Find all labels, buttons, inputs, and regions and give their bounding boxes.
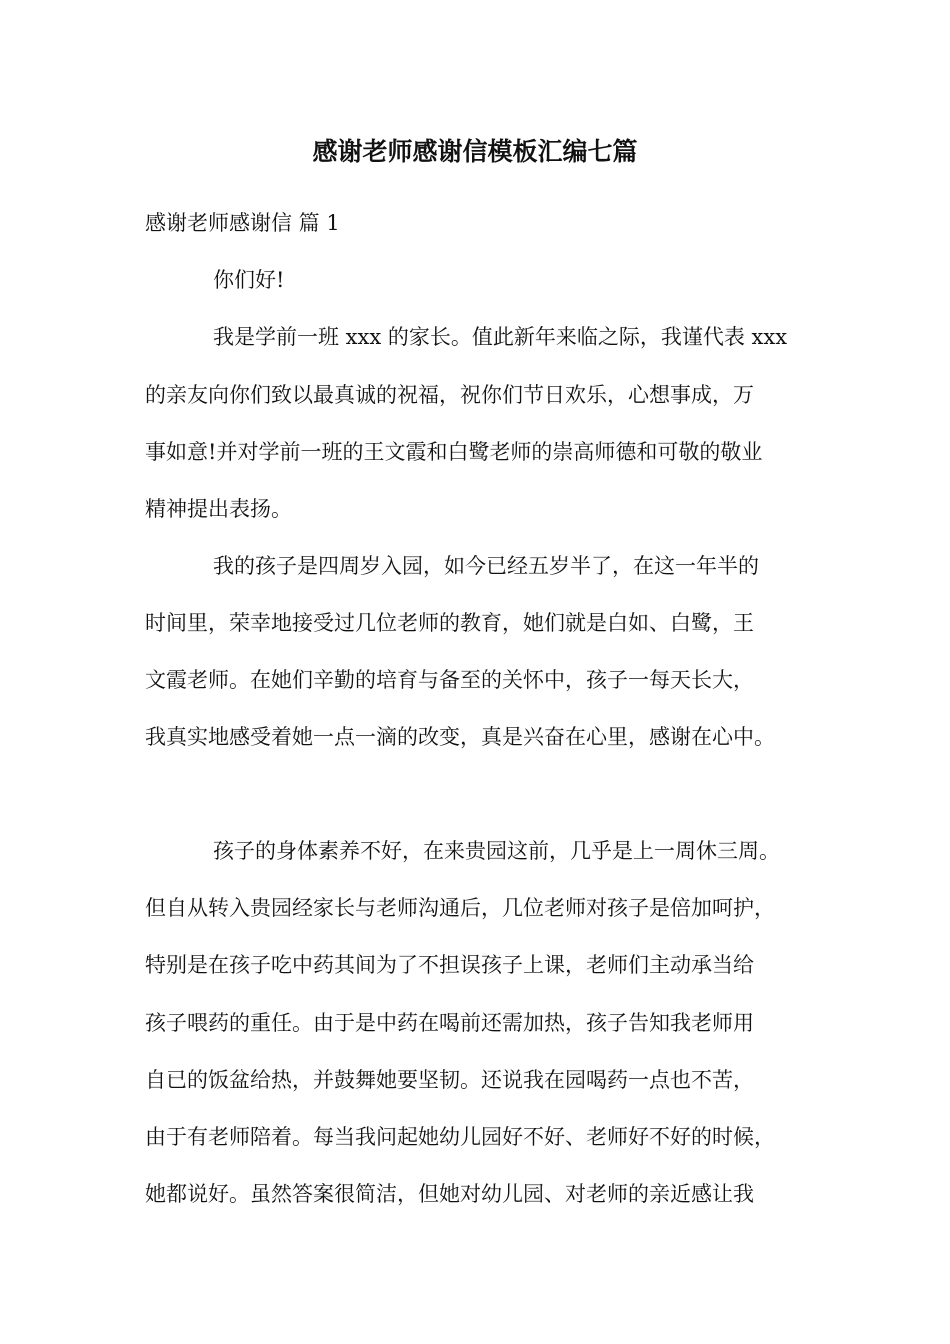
section-heading: 感谢老师感谢信 篇 1 xyxy=(145,211,340,235)
paragraph-line: 文霞老师。在她们辛勤的培育与备至的关怀中，孩子一每天长大， xyxy=(145,668,754,692)
paragraph-line: 精神提出表扬。 xyxy=(145,497,292,521)
paragraph-line: 时间里，荣幸地接受过几位老师的教育，她们就是白如、白鹭，王 xyxy=(145,611,754,635)
paragraph-line: 的亲友向你们致以最真诚的祝福，祝你们节日欢乐，心想事成，万 xyxy=(145,383,754,407)
paragraph-line: 特别是在孩子吃中药其间为了不担误孩子上课，老师们主动承当给 xyxy=(145,953,754,977)
paragraph-line: 我的孩子是四周岁入园，如今已经五岁半了，在这一年半的 xyxy=(213,554,759,578)
paragraph-line: 自已的饭盆给热，并鼓舞她要坚韧。还说我在园喝药一点也不苦， xyxy=(145,1068,754,1092)
paragraph-line: 但自从转入贵园经家长与老师沟通后，几位老师对孩子是倍加呵护， xyxy=(145,896,775,920)
paragraph-line: 我是学前一班 xxx 的家长。值此新年来临之际，我谨代表 xxx xyxy=(213,325,788,349)
paragraph-line: 她都说好。虽然答案很简洁，但她对幼儿园、对老师的亲近感让我 xyxy=(145,1182,754,1206)
paragraph-line: 孩子喂药的重任。由于是中药在喝前还需加热，孩子告知我老师用 xyxy=(145,1011,754,1035)
paragraph-line: 我真实地感受着她一点一滴的改变，真是兴奋在心里，感谢在心中。 xyxy=(145,725,775,749)
paragraph-line: 由于有老师陪着。每当我问起她幼儿园好不好、老师好不好的时候， xyxy=(145,1125,775,1149)
paragraph-line: 孩子的身体素养不好，在来贵园这前，几乎是上一周休三周。 xyxy=(213,839,780,863)
document-title: 感谢老师感谢信模板汇编七篇 xyxy=(312,137,638,166)
paragraph-line: 事如意!并对学前一班的王文霞和白鹭老师的崇高师德和可敬的敬业 xyxy=(145,440,763,464)
greeting-line: 你们好! xyxy=(213,268,285,292)
